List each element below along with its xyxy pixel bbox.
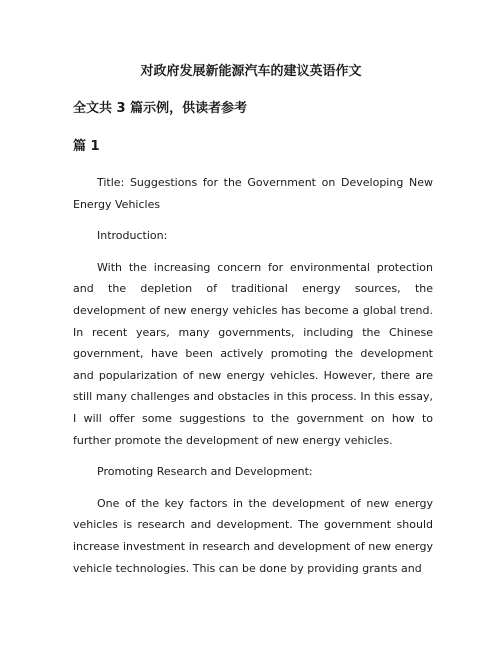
research-paragraph: One of the key factors in the development of new energy vehicles is research and development. The government should increase investment in research and development of new energy vehicle technologies. This can be done by providing grants and (73, 496, 433, 575)
introduction-paragraph: With the increasing concern for environmental protection and the depletion of traditional energy sources, the development of new energy vehicles has become a global trend. In recent years, many governments, including the Chinese government, have been actively promoting the development and popularization of new energy vehicles. However, there are still many challenges and obstacles in this process. In this essay, I will offer some suggestions to the government on how to further promote the development of new energy vehicles. (73, 260, 433, 447)
research-heading: Promoting Research and Development: (97, 465, 313, 479)
document-title: 对政府发展新能源汽车的建议英语作文 (140, 64, 362, 79)
section-heading: 篇 1 (73, 139, 100, 154)
essay-title-paragraph: Title: Suggestions for the Government on Developing New Energy Vehicles (73, 176, 433, 211)
introduction-heading: Introduction: (97, 229, 168, 243)
document-subtitle: 全文共 3 篇示例，供读者参考 (73, 101, 248, 116)
document-body (73, 172, 433, 589)
